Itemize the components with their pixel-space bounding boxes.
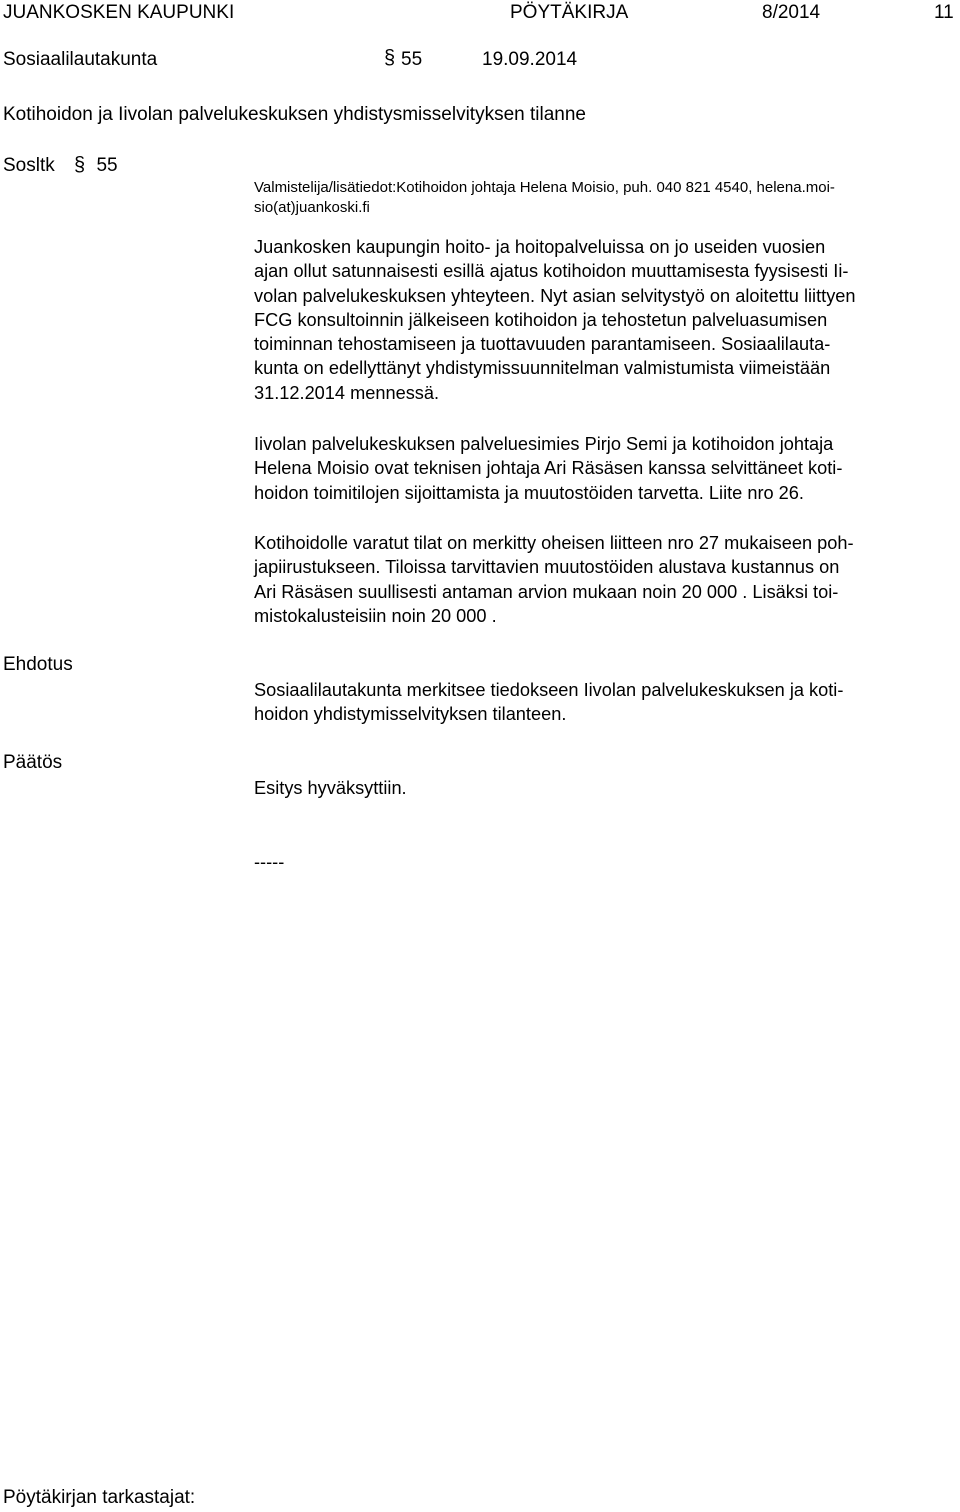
text-line: kunta on edellyttänyt yhdistymissuunnitelman valmistumista viimeistään bbox=[254, 358, 831, 379]
decision-text: Esitys hyväksyttiin. bbox=[254, 778, 407, 798]
header-committee: Sosiaalilautakunta bbox=[3, 49, 158, 70]
text-line: volan palvelukeskuksen yhteyteen. Nyt asian selvitystyö on aloitettu liittyen bbox=[254, 285, 856, 306]
section-reference bbox=[3, 154, 118, 177]
preparer-info bbox=[254, 178, 835, 218]
body-paragraph-3 bbox=[254, 531, 959, 628]
text-line: Helena Moisio ovat teknisen johtaja Ari Räsäsen kanssa selvittäneet koti- bbox=[254, 458, 843, 479]
text-line: FCG konsultoinnin jälkeiseen kotihoidon ja tehostetun palveluasumisen bbox=[254, 309, 828, 330]
separator: ----- bbox=[254, 852, 285, 872]
preparer-line: Valmistelija/lisätiedot:Kotihoidon johtaja Helena Moisio, puh. 040 821 4540, helena.moi- bbox=[254, 179, 835, 196]
section-ref-number: 55 bbox=[96, 155, 118, 176]
text-line: 31.12.2014 mennessä. bbox=[254, 382, 440, 403]
text-line: japiirustukseen. Tiloissa tarvittavien muutostöiden alustava kustannus on bbox=[254, 557, 840, 578]
text-line: toiminnan tehostamiseen ja tuottavuuden parantamiseen. Sosiaalilauta- bbox=[254, 334, 831, 355]
header-doc-number: 8/2014 bbox=[762, 2, 821, 23]
text-line: hoidon toimitilojen sijoittamista ja muutostöiden tarvetta. Liite nro 26. bbox=[254, 482, 804, 503]
text-line: Sosiaalilautakunta merkitsee tiedokseen Iivolan palvelukeskuksen ja koti- bbox=[254, 680, 844, 700]
header-page-number: 11 bbox=[934, 2, 954, 23]
text-line: hoidon yhdistymisselvityksen tilanteen. bbox=[254, 704, 567, 725]
text-line: ajan ollut satunnaisesti esillä ajatus kotihoidon muuttamisesta fyysisesti Ii- bbox=[254, 261, 849, 282]
header-date: 19.09.2014 bbox=[482, 49, 578, 70]
section-ref-symbol: § bbox=[74, 154, 86, 176]
header-doc-type: PÖYTÄKIRJA bbox=[510, 2, 629, 23]
header-organization: JUANKOSKEN KAUPUNKI bbox=[3, 2, 235, 23]
text-line: Juankosken kaupungin hoito- ja hoitopalveluissa on jo useiden vuosien bbox=[254, 237, 826, 257]
section-ref-label: Sosltk bbox=[3, 155, 55, 176]
text-line: Kotihoidolle varatut tilat on merkitty oheisen liitteen nro 27 mukaiseen poh- bbox=[254, 533, 854, 553]
header-section-number: 55 bbox=[401, 49, 423, 70]
text-line: Iivolan palvelukeskuksen palveluesimies Pirjo Semi ja kotihoidon johtaja bbox=[254, 434, 834, 454]
preparer-line: sio(at)juankoski.fi bbox=[254, 199, 370, 216]
body-paragraph-1 bbox=[254, 235, 959, 405]
footer-reviewers-label: Pöytäkirjan tarkastajat: bbox=[3, 1487, 196, 1508]
header-section-symbol: § bbox=[384, 47, 396, 69]
text-line: Ari Räsäsen suullisesti antaman arvion mukaan noin 20 000 . Lisäksi toi- bbox=[254, 581, 839, 602]
decision-label: Päätös bbox=[3, 752, 63, 773]
proposal-text bbox=[254, 678, 959, 727]
document-title: Kotihoidon ja Iivolan palvelukeskuksen yhdistysmisselvityksen tilanne bbox=[3, 104, 586, 125]
text-line: mistokalusteisiin noin 20 000 . bbox=[254, 605, 497, 626]
body-paragraph-2 bbox=[254, 432, 959, 505]
proposal-label: Ehdotus bbox=[3, 654, 73, 675]
